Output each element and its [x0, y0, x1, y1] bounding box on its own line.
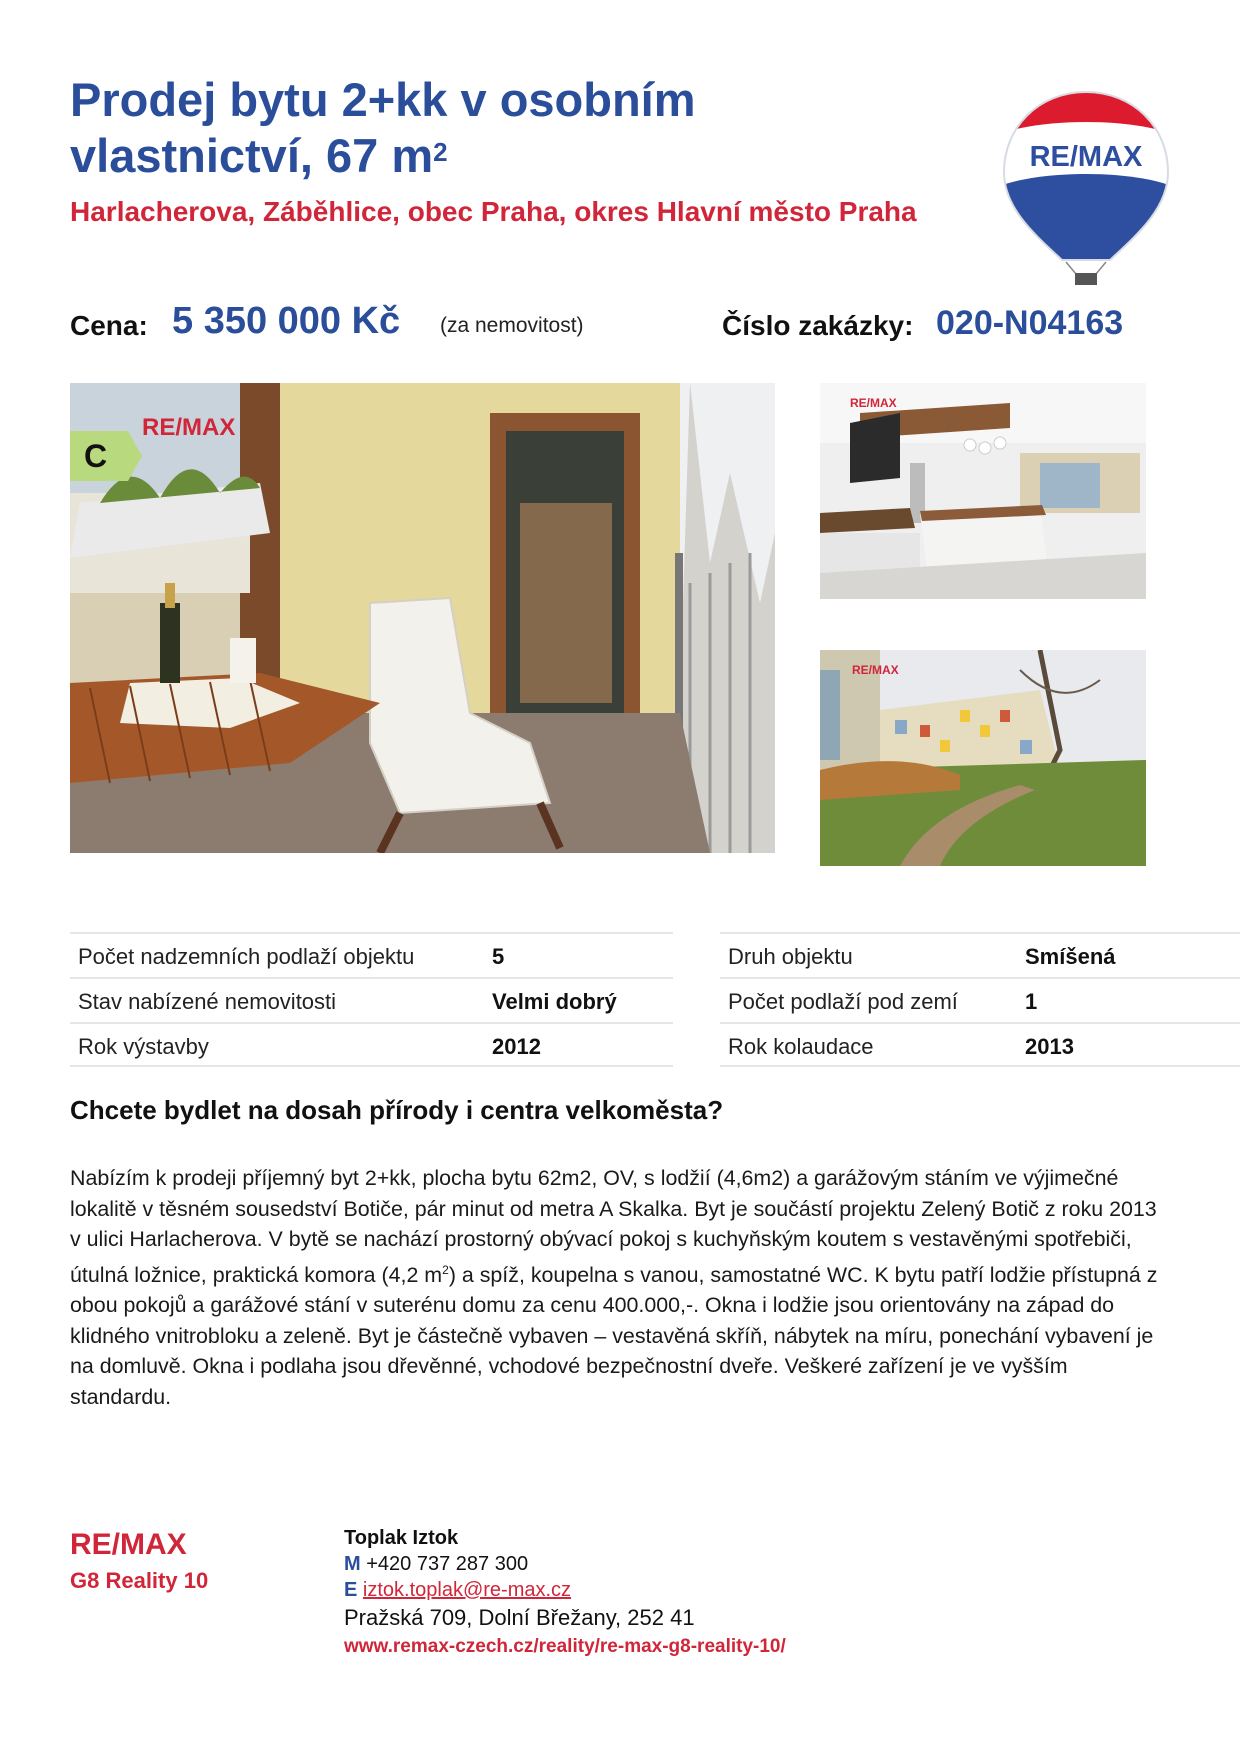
param-key: Rok kolaudace [728, 1034, 874, 1059]
office-address: Pražská 709, Dolní Břežany, 252 41 [344, 1605, 695, 1630]
description-heading: Chcete bydlet na dosah přírody i centra velkoměsta? [70, 1095, 724, 1125]
email-label: E [344, 1579, 358, 1601]
param-key: Počet nadzemních podlaží objektu [78, 944, 415, 969]
order-number-label: Číslo zakázky: [722, 310, 914, 341]
office-website-link[interactable]: www.remax-czech.cz/reality/re-max-g8-reality-10/ [344, 1636, 786, 1657]
price-note: (za nemovitost) [440, 314, 584, 337]
property-address: Harlacherova, Záběhlice, obec Praha, okres Hlavní město Praha [70, 196, 917, 227]
param-value: Smíšená [1025, 944, 1116, 969]
energy-class-badge: C [84, 438, 108, 474]
office-name: G8 Reality 10 [70, 1568, 209, 1593]
balloon-logo-text: RE/MAX [1029, 141, 1143, 173]
table-row [70, 1022, 673, 1067]
main-photo-balcony [70, 383, 775, 853]
agent-email-row [344, 1577, 786, 1603]
param-key: Počet podlaží pod zemí [728, 989, 958, 1014]
photo-watermark-garden: RE/MAX [852, 663, 899, 677]
table-row [720, 1022, 1240, 1067]
agent-contact [344, 1525, 786, 1660]
remax-balloon-logo [1000, 88, 1172, 288]
description-text [70, 1163, 1160, 1412]
photo-garden [820, 650, 1146, 866]
table-row [720, 977, 1240, 1022]
photo-watermark-main: RE/MAX [142, 414, 236, 441]
parameters-right [720, 932, 1240, 1067]
table-row [720, 932, 1240, 977]
agent-phone[interactable]: +420 737 287 300 [366, 1553, 529, 1575]
order-number-value: 020-N04163 [936, 304, 1124, 342]
title-line-1: Prodej bytu 2+kk v osobním [70, 73, 696, 126]
title-line-2: vlastnictví, 67 m [70, 129, 434, 182]
description-part-2: ) a spíž, koupelna s vanou, samostatné WC. K bytu patří lodžie přístupná z obou pokojů a garážové stání v suterénu domu za cenu 400.000,-. Okna i lodžie jsou orientovány na západ do klidného vnitrobloku a zeleně. Byt je částečně vybaven – vestavěná skříň, nábytek na míru, ponechání vybavení je na domluvě. Okna i podlaha jsou dřevěnné, vchodové bezpečnostní dveře. Veškeré zařízení je ve vyšším standardu. [70, 1262, 1158, 1409]
description-part-1: Nabízím k prodeji příjemný byt 2+kk, plocha bytu 62m2, OV, s lodžií (4,6m2) a garážovým stáním ve výjimečné lokalitě v těsném sousedství Botiče, pár minut od metra A Skalka. Byt je součástí projektu Zelený Botič z roku 2013 v ulici Harlacherova. V bytě se nachází prostorný obývací pokoj s kuchyňským koutem s vestavěnými spotřebiči, útulná ložnice, praktická komora (4,2 m [70, 1166, 1157, 1287]
param-value: 2013 [1025, 1034, 1074, 1059]
parameters-left [70, 932, 673, 1067]
price-value: 5 350 000 Kč [172, 300, 401, 342]
footer-logo-text: RE/MAX [70, 1528, 187, 1560]
agent-phone-row [344, 1551, 786, 1577]
page-title [70, 72, 970, 184]
agent-name: Toplak Iztok [344, 1527, 459, 1549]
param-value: 1 [1025, 989, 1038, 1014]
param-key: Rok výstavby [78, 1034, 209, 1059]
agent-email-link[interactable]: iztok.toplak@re-max.cz [362, 1579, 572, 1601]
table-row [70, 977, 673, 1022]
param-key: Stav nabízené nemovitosti [78, 989, 337, 1014]
phone-label: M [344, 1553, 361, 1575]
price-row [70, 300, 1180, 350]
param-value: Velmi dobrý [492, 989, 617, 1014]
title-superscript: 2 [433, 137, 448, 167]
description-superscript: 2 [442, 1262, 449, 1277]
price-label: Cena: [70, 310, 148, 341]
photo-kitchen [820, 383, 1146, 599]
param-value: 5 [492, 944, 505, 969]
footer-remax-logo [70, 1528, 230, 1560]
photo-watermark-kitchen: RE/MAX [850, 396, 897, 410]
table-row [70, 932, 673, 977]
param-value: 2012 [492, 1034, 541, 1059]
param-key: Druh objektu [728, 944, 853, 969]
